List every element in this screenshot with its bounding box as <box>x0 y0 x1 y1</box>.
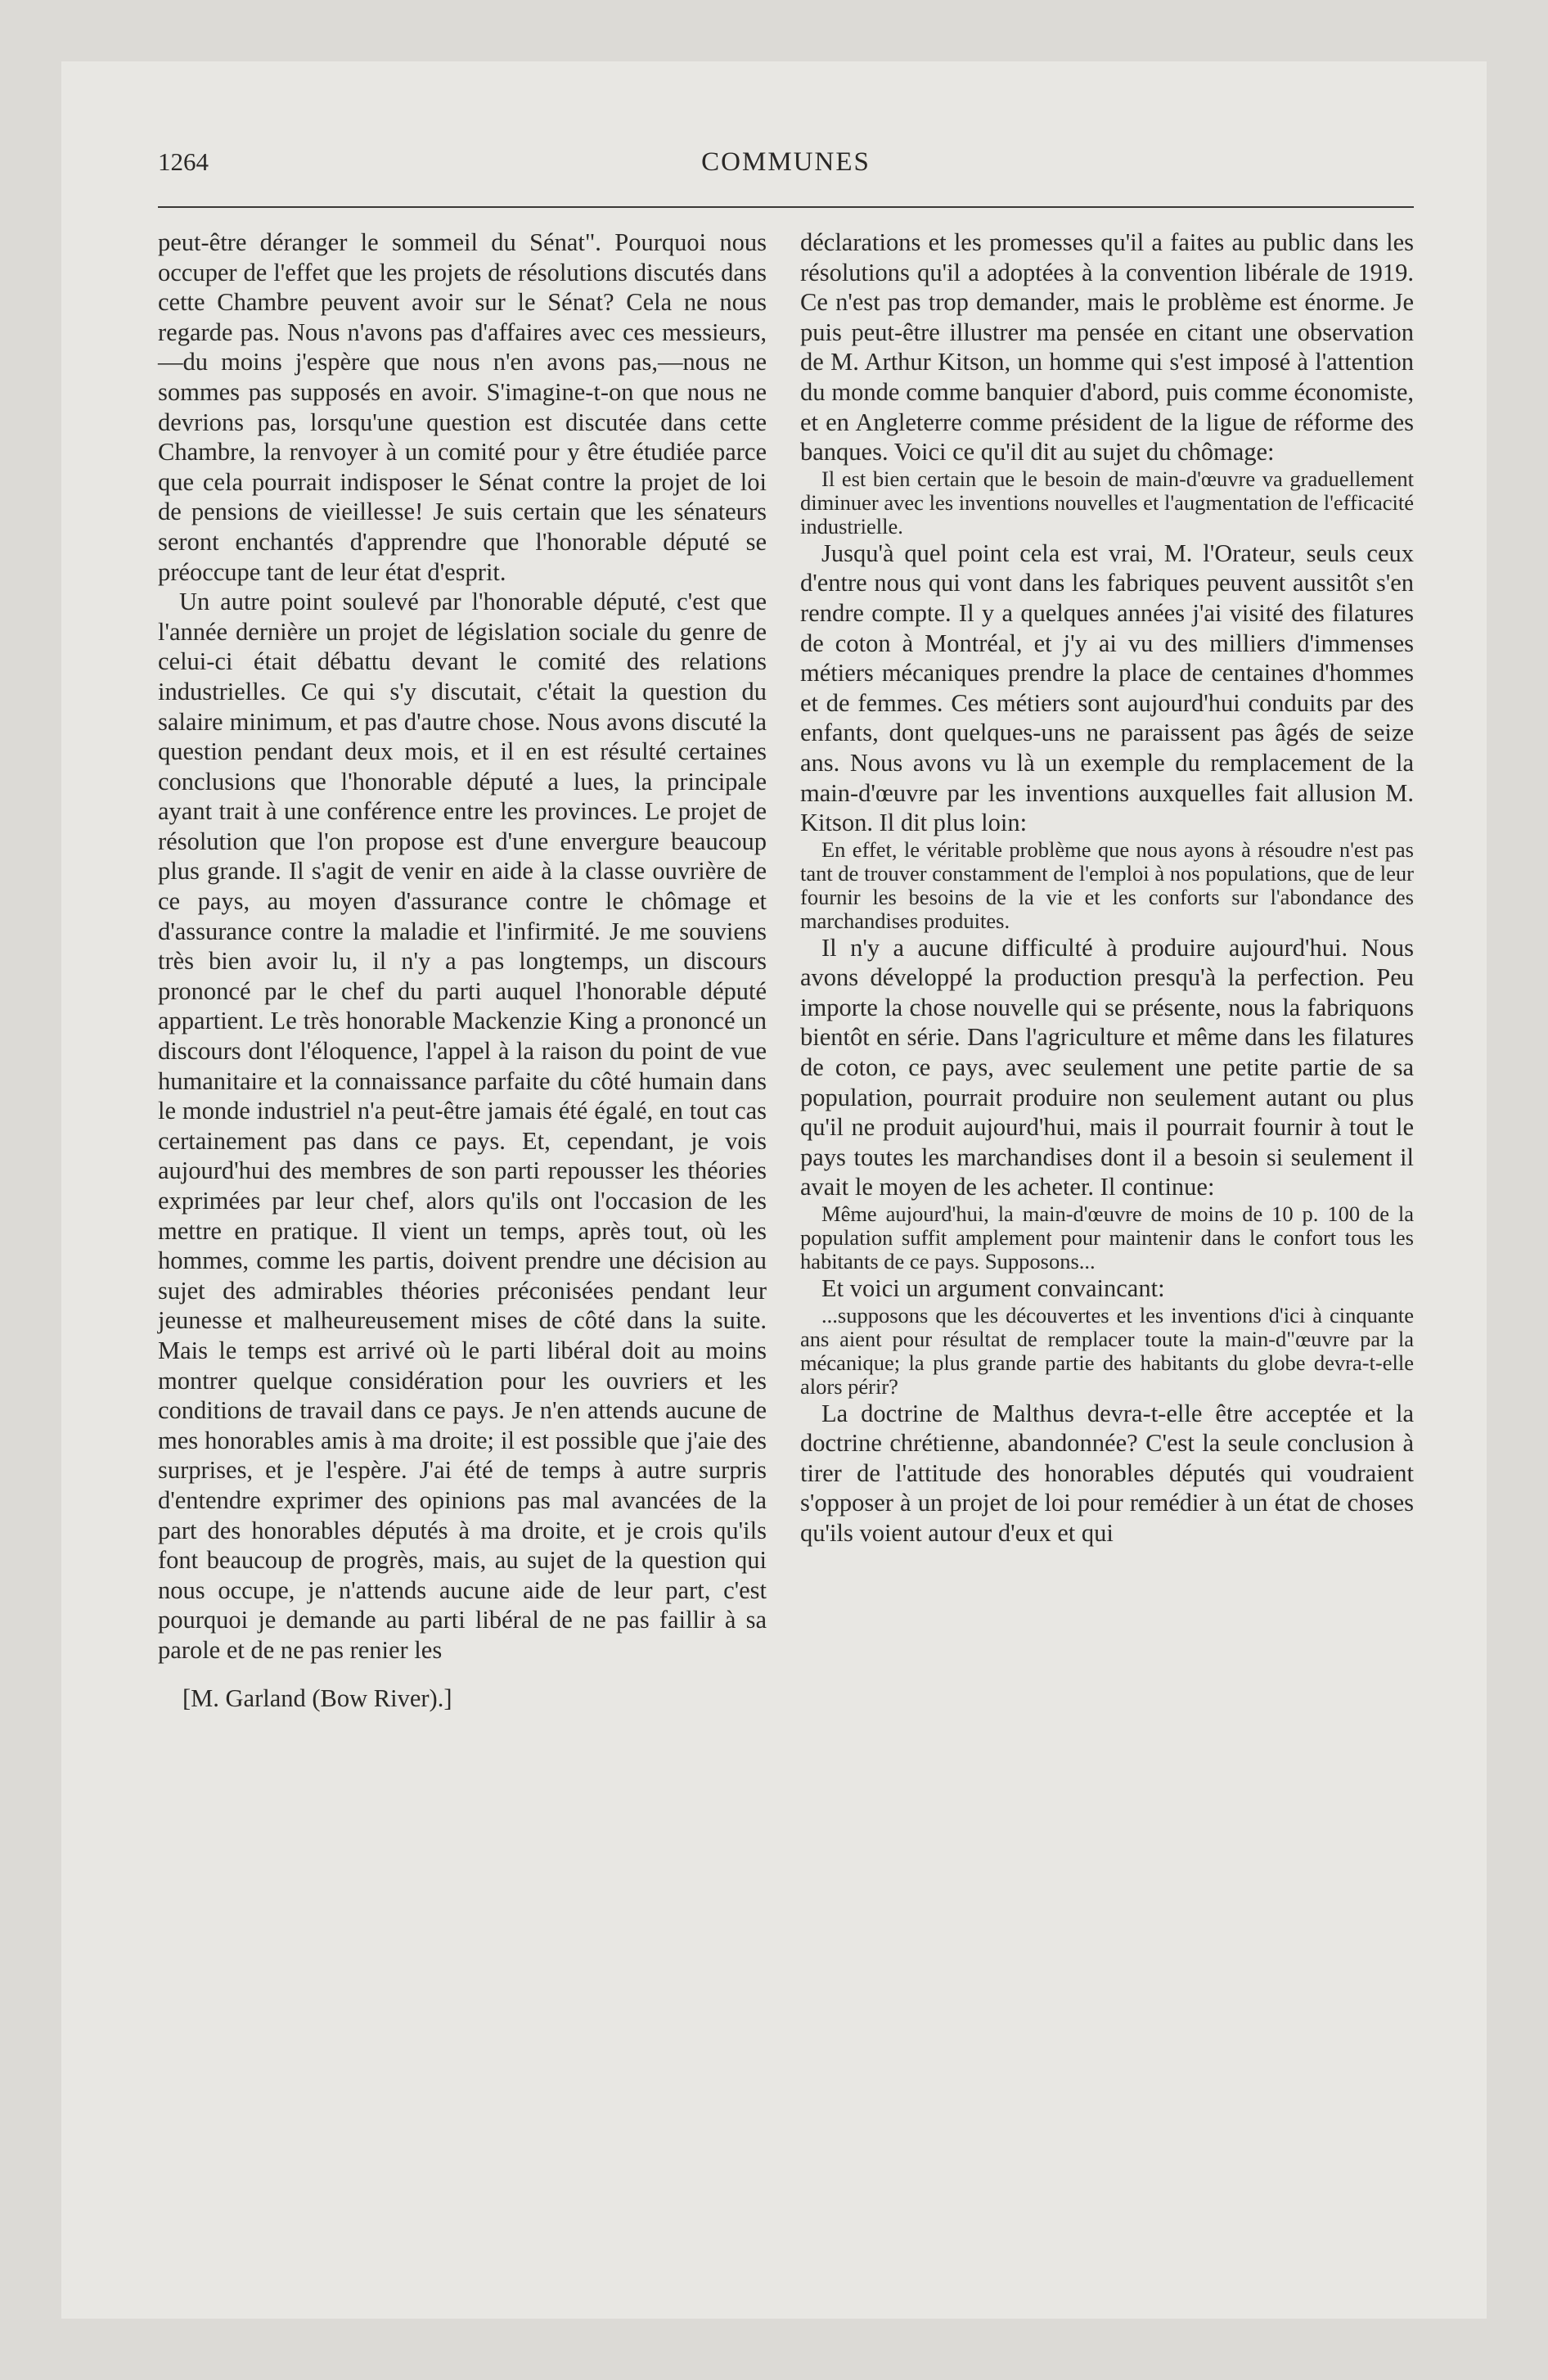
paragraph: Jusqu'à quel point cela est vrai, M. l'Orateur, seuls ceux d'entre nous qui vont dans les fabriques peuvent aussitôt s'en rendre compte. Il y a quelques années j'ai visité des filatures de coton à Montréal, et j'y ai vu des milliers d'immenses métiers mécaniques prendre la place de centaines d'hommes et de femmes. Ces métiers sont aujourd'hui conduits par des enfants, dont quelques-uns ne paraissent pas âgés de seize ans. Nous avons vu là un exemple du remplacement de la main-d'œuvre par les inventions auxquelles fait allusion M. Kitson. Il dit plus loin: <box>800 539 1414 837</box>
block-quote: Même aujourd'hui, la main-d'œuvre de moins de 10 p. 100 de la population suffit amplement pour maintenir dans le confort tous les habitants de ce pays. Supposons... <box>800 1201 1414 1274</box>
speaker-attribution: [M. Garland (Bow River).] <box>182 1684 452 1712</box>
paragraph: La doctrine de Malthus devra-t-elle être acceptée et la doctrine chrétienne, abandonnée? C'est la seule conclusion à tirer de l'attitude des honorables députés qui voudraient s'opposer à un projet de loi pour remédier à un état de choses qu'ils voient autour d'eux et qui <box>800 1399 1414 1547</box>
page-header <box>158 147 1414 183</box>
paragraph: peut-être déranger le sommeil du Sénat". Pourquoi nous occuper de l'effet que les projets de résolutions discutés dans cette Chambre peuvent avoir sur le Sénat? Cela ne nous regarde pas. Nous n'avons pas d'affaires avec ces messieurs,—du moins j'espère que nous n'en avons pas,—nous ne sommes pas supposés en avoir. S'imagine-t-on que nous ne devrions pas, lorsqu'une question est discutée dans cette Chambre, la renvoyer à un comité pour y être étudiée parce que cela pourrait indisposer le Sénat contre la projet de loi de pensions de vieillesse! Je suis certain que les sénateurs seront enchantés d'apprendre que l'honorable député se préoccupe tant de leur état d'esprit. <box>158 228 767 586</box>
right-column <box>800 228 1414 1548</box>
page-number: 1264 <box>158 147 209 176</box>
block-quote: Il est bien certain que le besoin de main-d'œuvre va graduellement diminuer avec les inventions nouvelles et l'augmentation de l'efficacité industrielle. <box>800 466 1414 539</box>
paragraph: Un autre point soulevé par l'honorable député, c'est que l'année dernière un projet de législation sociale du genre de celui-ci était débattu devant le comité des relations industrielles. Ce qui s'y discutait, c'était la question du salaire minimum, et pas d'autre chose. Nous avons discuté la question pendant deux mois, et il en est résulté certaines conclusions que l'honorable député a lues, la principale ayant trait à une conférence entre les provinces. Le projet de résolution que l'on propose est d'une envergure beaucoup plus grande. Il s'agit de venir en aide à la classe ouvrière de ce pays, au moyen d'assurance contre le chômage et d'assurance contre la maladie et l'infirmité. Je me souviens très bien avoir lu, il n'y a pas longtemps, un discours prononcé par le chef du parti auquel l'honorable député appartient. Le très honorable Mackenzie King a prononcé un discours dont l'éloquence, l'appel à la raison du point de vue humanitaire et la connaissance parfaite du côté humain dans le monde industriel n'a peut-être jamais été égalé, en tout cas certainement pas dans ce pays. Et, cependant, je vois aujourd'hui des membres de son parti repousser les théories exprimées par leur chef, alors qu'ils ont l'occasion de les mettre en pratique. Il vient un temps, après tout, où les hommes, comme les partis, doivent prendre une décision au sujet des admirables théories préconisées pendant leur jeunesse et malheureusement mises de côté dans la suite. Mais le temps est arrivé où le parti libéral doit au moins montrer quelque considération pour les ouvriers et les conditions de travail dans ce pays. Je n'en attends aucune de mes honorables amis à ma droite; il est possible que j'aie des surprises, et je l'espère. J'ai été de temps à autre surpris d'entendre exprimer des opinions pas mal avancées de la part des honorables députés à ma droite, et je crois qu'ils font beaucoup de progrès, mais, au sujet de la question qui nous occupe, je n'attends aucune aide de leur part, c'est pourquoi je demande au parti libéral de ne pas faillir à sa parole et de ne pas renier les <box>158 588 767 1664</box>
header-rule <box>158 206 1414 208</box>
left-column <box>158 228 767 1713</box>
paragraph: Et voici un argument convaincant: <box>821 1274 1165 1303</box>
running-title: COMMUNES <box>701 147 871 177</box>
block-quote: ...supposons que les découvertes et les inventions d'ici à cinquante ans aient pour résultat de remplacer toute la main-d"œuvre par la mécanique; la plus grande partie des habitants du globe devra-t-elle alors périr? <box>800 1302 1414 1399</box>
paragraph: déclarations et les promesses qu'il a faites au public dans les résolutions qu'il a adoptées à la convention libérale de 1919. Ce n'est pas trop demander, mais le problème est énorme. Je puis peut-être illustrer ma pensée en citant une observation de M. Arthur Kitson, un homme qui s'est imposé à l'attention du monde comme banquier d'abord, puis comme économiste, et en Angleterre comme président de la ligue de réforme des banques. Voici ce qu'il dit au sujet du chômage: <box>800 228 1414 467</box>
block-quote: En effet, le véritable problème que nous ayons à résoudre n'est pas tant de trouver constamment de l'emploi à nos populations, que de leur fournir les besoins de la vie et les conforts sur l'abondance des marchandises produites. <box>800 836 1414 933</box>
paragraph: Il n'y a aucune difficulté à produire aujourd'hui. Nous avons développé la production presqu'à la perfection. Peu importe la chose nouvelle qui se présente, nous la fabriquons bientôt en série. Dans l'agriculture et même dans les filatures de coton, ce pays, avec seulement une petite partie de sa population, pourrait produire non seulement autant ou plus qu'il ne produit aujourd'hui, mais il pourrait fournir à tout le pays toutes les marchandises dont il a besoin si seulement il avait le moyen de les acheter. Il continue: <box>800 933 1414 1201</box>
